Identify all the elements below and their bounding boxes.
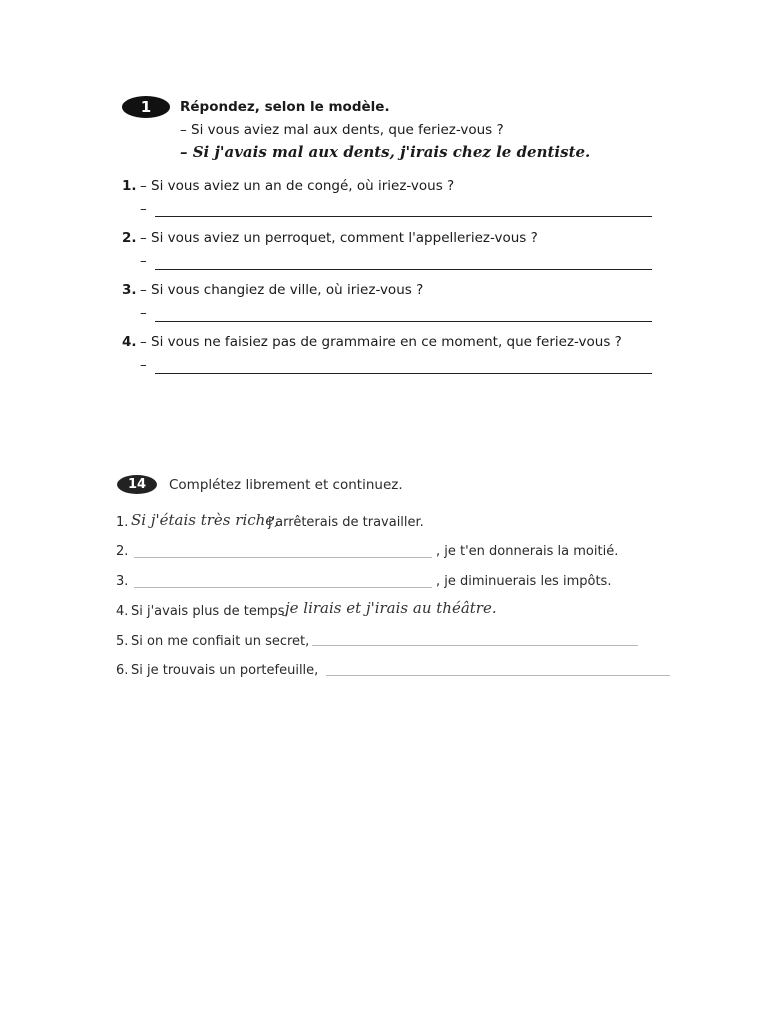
item-text: Si je trouvais un portefeuille, [131, 663, 319, 678]
handwritten-answer: je lirais et j'irais au théâtre. [285, 599, 497, 617]
answer-line[interactable] [155, 269, 652, 270]
answer-line[interactable] [155, 216, 652, 217]
item-text: Si on me confiait un secret, [131, 634, 310, 649]
item-question: – Si vous aviez un perroquet, comment l'appelleriez-vous ? [140, 230, 538, 246]
answer-line[interactable] [134, 557, 432, 558]
answer-line[interactable] [134, 587, 432, 588]
answer-dash: – [140, 201, 147, 217]
answer-line[interactable] [326, 675, 670, 676]
answer-line[interactable] [155, 373, 652, 374]
model-answer: – Si j'avais mal aux dents, j'irais chez le dentiste. [180, 143, 591, 161]
item-question: – Si vous ne faisiez pas de grammaire en ce moment, que feriez-vous ? [140, 334, 622, 350]
item-question: – Si vous aviez un an de congé, où iriez-vous ? [140, 178, 455, 194]
item-text: j'arrêterais de travailler. [268, 515, 424, 530]
answer-line[interactable] [312, 645, 638, 646]
item-text: Si j'avais plus de temps, [131, 604, 289, 619]
item-number: 1. [122, 178, 137, 194]
exercise-14-instruction: Complétez librement et continuez. [169, 477, 403, 493]
handwritten-answer: Si j'étais très riche, [131, 511, 279, 529]
item-question: – Si vous changiez de ville, où iriez-vous ? [140, 282, 424, 298]
answer-dash: – [140, 305, 147, 321]
item-number: 4. [122, 334, 137, 350]
item-text: , je t'en donnerais la moitié. [436, 544, 619, 559]
exercise-1-instruction: Répondez, selon le modèle. [180, 99, 390, 115]
exercise-1-badge: 1 [122, 96, 170, 118]
item-number: 3. [122, 282, 137, 298]
item-number: 5. [116, 634, 129, 649]
item-number: 2. [116, 544, 129, 559]
model-question: – Si vous aviez mal aux dents, que feriez-vous ? [180, 122, 504, 138]
item-number: 4. [116, 604, 129, 619]
item-number: 1. [116, 515, 129, 530]
exercise-14-badge: 14 [117, 475, 157, 494]
answer-dash: – [140, 357, 147, 373]
item-number: 6. [116, 663, 129, 678]
item-text: , je diminuerais les impôts. [436, 574, 612, 589]
answer-line[interactable] [155, 321, 652, 322]
item-number: 2. [122, 230, 137, 246]
item-number: 3. [116, 574, 129, 589]
answer-dash: – [140, 253, 147, 269]
